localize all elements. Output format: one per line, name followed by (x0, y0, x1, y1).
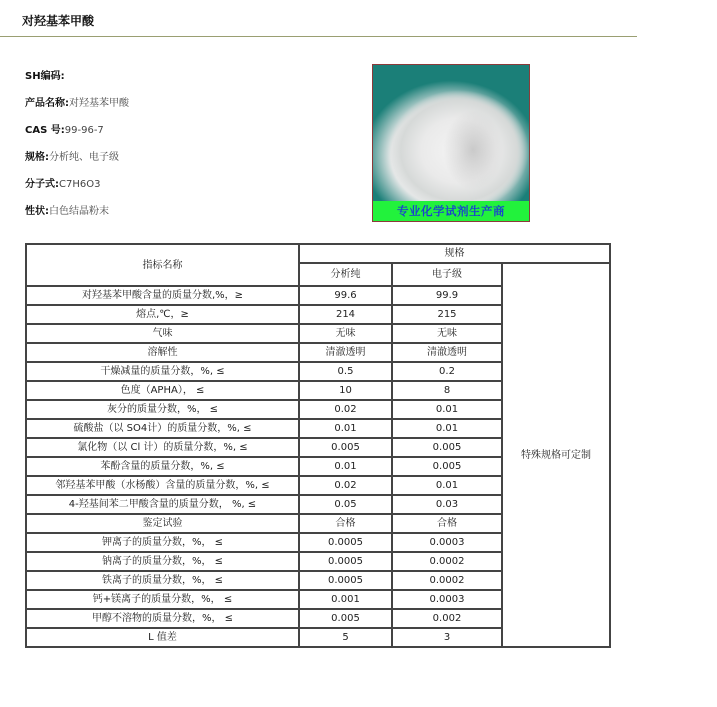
info-label: 分子式: (25, 179, 59, 190)
info-product-name (25, 97, 129, 124)
info-grade (25, 151, 129, 178)
info-sh-code (25, 70, 129, 97)
row-value-ar: 5 (299, 628, 392, 647)
header-indicator-name: 指标名称 (26, 244, 299, 286)
row-value-ar: 0.5 (299, 362, 392, 381)
row-name: 氯化物（以 Cl 计）的质量分数，%, ≤ (26, 438, 299, 457)
photo-caption-banner: 专业化学试剂生产商 (373, 201, 529, 221)
title-divider (0, 36, 637, 37)
row-value-electronic: 0.2 (392, 362, 502, 381)
row-name: L 值差 (26, 628, 299, 647)
row-name: 甲醇不溶物的质量分数，%， ≤ (26, 609, 299, 628)
row-name: 钙+镁离子的质量分数，%， ≤ (26, 590, 299, 609)
row-value-ar: 0.0005 (299, 533, 392, 552)
row-value-electronic: 8 (392, 381, 502, 400)
row-name: 4-羟基间苯二甲酸含量的质量分数， %, ≤ (26, 495, 299, 514)
row-name: 鉴定试验 (26, 514, 299, 533)
powder-shade (443, 110, 503, 190)
row-value-electronic: 0.01 (392, 476, 502, 495)
custom-spec-note: 特殊规格可定制 (502, 263, 610, 647)
row-value-electronic: 0.03 (392, 495, 502, 514)
info-value: C7H6O3 (59, 179, 101, 190)
row-value-ar: 0.01 (299, 419, 392, 438)
row-value-ar: 0.05 (299, 495, 392, 514)
info-label: 性状: (25, 206, 49, 217)
row-name: 邻羟基苯甲酸（水杨酸）含量的质量分数，%, ≤ (26, 476, 299, 495)
row-value-ar: 无味 (299, 324, 392, 343)
row-value-electronic: 合格 (392, 514, 502, 533)
row-name: 溶解性 (26, 343, 299, 362)
row-value-ar: 0.01 (299, 457, 392, 476)
info-formula (25, 178, 129, 205)
product-info-list (25, 70, 129, 232)
row-value-ar: 0.02 (299, 400, 392, 419)
row-value-electronic: 0.0003 (392, 533, 502, 552)
row-value-electronic: 215 (392, 305, 502, 324)
product-photo (372, 64, 530, 222)
row-value-ar: 99.6 (299, 286, 392, 305)
row-value-ar: 0.005 (299, 609, 392, 628)
info-value: 对羟基苯甲酸 (69, 98, 129, 109)
row-value-ar: 0.0005 (299, 552, 392, 571)
page-title: 对羟基苯甲酸 (22, 14, 95, 28)
row-name: 铁离子的质量分数，%， ≤ (26, 571, 299, 590)
row-value-electronic: 0.005 (392, 438, 502, 457)
row-name: 气味 (26, 324, 299, 343)
row-name: 对羟基苯甲酸含量的质量分数,%，≥ (26, 286, 299, 305)
row-value-electronic: 0.0002 (392, 552, 502, 571)
table-header-row (26, 244, 610, 263)
info-value: 分析纯、电子级 (49, 152, 119, 163)
row-name: 硫酸盐（以 SO4计）的质量分数，%, ≤ (26, 419, 299, 438)
row-name: 色度（APHA）， ≤ (26, 381, 299, 400)
row-value-ar: 0.001 (299, 590, 392, 609)
row-value-electronic: 0.005 (392, 457, 502, 476)
row-value-ar: 0.02 (299, 476, 392, 495)
row-value-electronic: 0.01 (392, 400, 502, 419)
row-name: 熔点,℃，≥ (26, 305, 299, 324)
row-value-electronic: 3 (392, 628, 502, 647)
row-name: 干燥减量的质量分数，%, ≤ (26, 362, 299, 381)
info-label: CAS 号: (25, 125, 65, 136)
row-value-electronic: 0.0002 (392, 571, 502, 590)
info-label: 产品名称: (25, 98, 69, 109)
header-grade-electronic: 电子级 (392, 263, 502, 286)
row-value-ar: 10 (299, 381, 392, 400)
row-value-ar: 0.0005 (299, 571, 392, 590)
spec-table (25, 243, 611, 648)
row-value-electronic: 0.0003 (392, 590, 502, 609)
info-value: 白色结晶粉末 (49, 206, 109, 217)
row-value-electronic: 99.9 (392, 286, 502, 305)
info-value: 99-96-7 (64, 125, 104, 136)
row-name: 灰分的质量分数，%， ≤ (26, 400, 299, 419)
info-label: SH编码: (25, 71, 65, 82)
info-cas (25, 124, 129, 151)
row-value-electronic: 清澈透明 (392, 343, 502, 362)
row-value-ar: 214 (299, 305, 392, 324)
row-value-ar: 合格 (299, 514, 392, 533)
row-name: 苯酚含量的质量分数，%, ≤ (26, 457, 299, 476)
row-value-ar: 清澈透明 (299, 343, 392, 362)
row-value-electronic: 0.01 (392, 419, 502, 438)
row-name: 钾离子的质量分数，%， ≤ (26, 533, 299, 552)
header-spec: 规格 (299, 244, 610, 263)
row-value-electronic: 0.002 (392, 609, 502, 628)
row-name: 钠离子的质量分数，%， ≤ (26, 552, 299, 571)
info-appearance (25, 205, 129, 232)
row-value-ar: 0.005 (299, 438, 392, 457)
info-label: 规格: (25, 152, 49, 163)
header-grade-ar: 分析纯 (299, 263, 392, 286)
row-value-electronic: 无味 (392, 324, 502, 343)
